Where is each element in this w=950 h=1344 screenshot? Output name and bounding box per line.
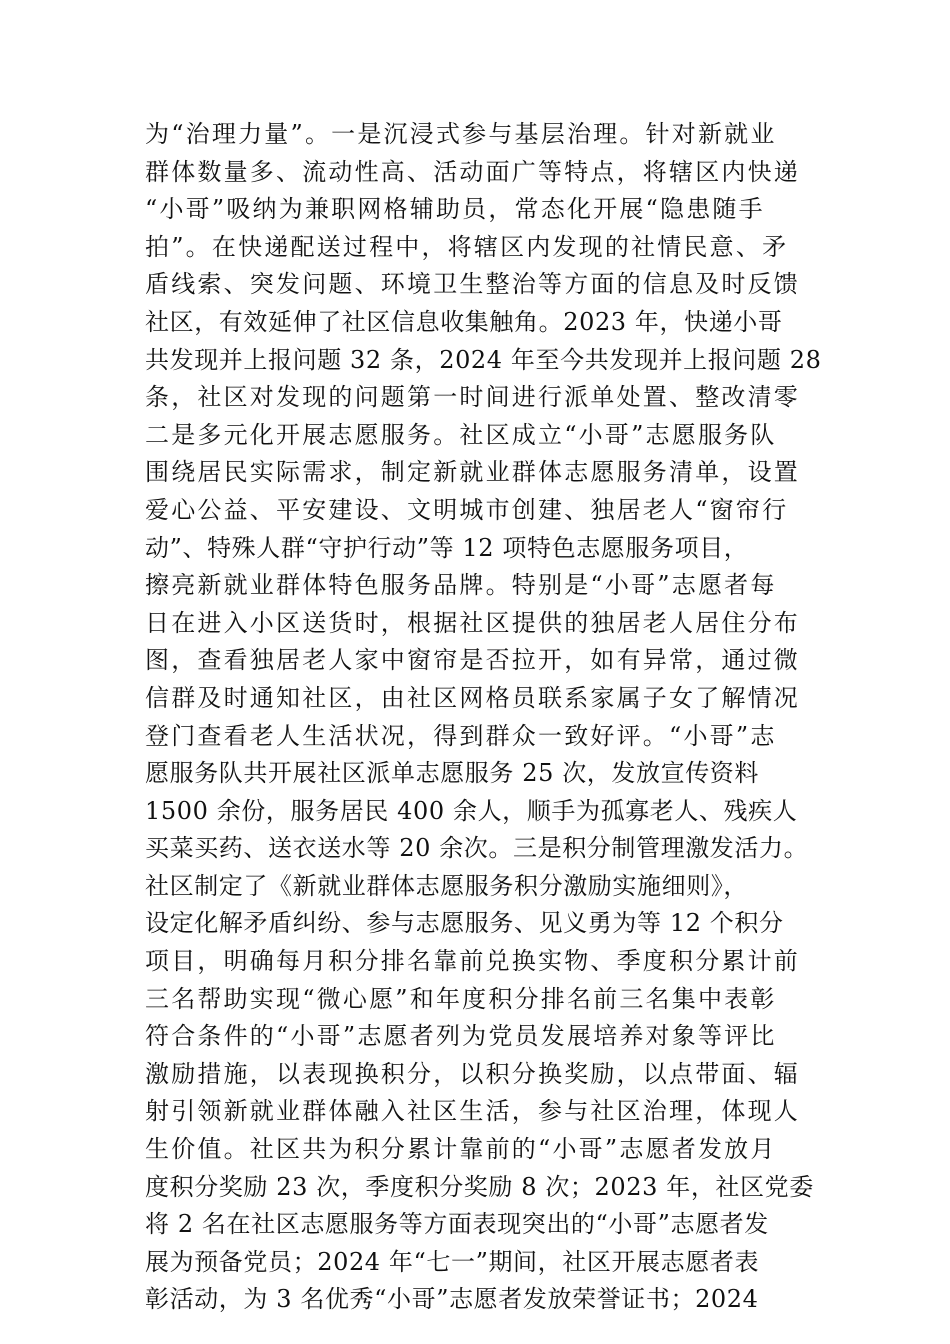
text-line-1: 为“治理力量”。一是沉浸式参与基层治理。针对新就业: [145, 120, 777, 148]
text-line-29: 度积分奖励 23 次，季度积分奖励 8 次；2023 年，社区党委: [145, 1172, 814, 1201]
text-line-30: 将 2 名在社区志愿服务等方面表现突出的“小哥”志愿者发: [145, 1210, 769, 1239]
text-line-17: 登门查看老人生活状况，得到群众一致好评。“小哥”志: [145, 721, 777, 750]
text-line-23: 项目，明确每月积分排名靠前兑换实物、季度积分累计前: [145, 947, 800, 976]
text-line-9: 二是多元化开展志愿服务。社区成立“小哥”志愿服务队: [145, 420, 777, 449]
text-line-11: 爱心公益、平安建设、文明城市创建、独居老人“窗帘行: [145, 495, 789, 524]
text-line-20: 买菜买药、送衣送水等 20 余次。三是积分制管理激发活力。: [145, 834, 809, 863]
text-line-15: 图，查看独居老人家中窗帘是否拉开，如有异常，通过微: [145, 646, 800, 675]
text-line-25: 符合条件的“小哥”志愿者列为党员发展培养对象等评比: [145, 1022, 777, 1051]
text-line-3: “小哥”吸纳为兼职网格辅助员，常态化开展“隐患随手: [145, 195, 765, 224]
text-line-27: 射引领新就业群体融入社区生活，参与社区治理，体现人: [145, 1097, 800, 1126]
text-line-24: 三名帮助实现“微心愿”和年度积分排名前三名集中表彰: [145, 984, 777, 1013]
body-text: [145, 116, 835, 1319]
text-line-5: 盾线索、突发问题、环境卫生整治等方面的信息及时反馈: [145, 270, 800, 299]
text-line-10: 围绕居民实际需求，制定新就业群体志愿服务清单，设置: [145, 458, 800, 487]
text-line-21: 社区制定了《新就业群体志愿服务积分激励实施细则》，: [145, 871, 748, 900]
text-line-8: 条，社区对发现的问题第一时间进行派单处置、整改清零: [145, 383, 800, 412]
text-line-31: 展为预备党员；2024 年“七一”期间，社区开展志愿者表: [145, 1247, 760, 1276]
text-line-6: 社区，有效延伸了社区信息收集触角。2023 年，快递小哥: [145, 307, 783, 336]
text-line-14: 日在进入小区送货时，根据社区提供的独居老人居住分布: [145, 608, 800, 637]
text-line-12: 动”、特殊人群“守护行动”等 12 项特色志愿服务项目，: [145, 533, 749, 562]
text-line-18: 愿服务队共开展社区派单志愿服务 25 次，发放宣传资料: [145, 759, 759, 788]
text-line-7: 共发现并上报问题 32 条，2024 年至今共发现并上报问题 28: [145, 345, 822, 374]
text-line-22: 设定化解矛盾纠纷、参与志愿服务、见义勇为等 12 个积分: [145, 909, 784, 938]
text-line-2: 群体数量多、流动性高、活动面广等特点，将辖区内快递: [145, 157, 800, 186]
text-line-32: 彰活动，为 3 名优秀“小哥”志愿者发放荣誉证书；2024: [145, 1285, 759, 1314]
text-line-4: 拍”。在快递配送过程中，将辖区内发现的社情民意、矛: [145, 232, 789, 261]
text-line-19: 1500 余份，服务居民 400 余人，顺手为孤寡老人、残疾人: [145, 796, 798, 825]
text-line-26: 激励措施，以表现换积分，以积分换奖励，以点带面、辐: [145, 1059, 800, 1088]
text-line-28: 生价值。社区共为积分累计靠前的“小哥”志愿者发放月: [145, 1135, 777, 1164]
text-line-16: 信群及时通知社区，由社区网格员联系家属子女了解情况: [145, 683, 800, 712]
text-line-13: 擦亮新就业群体特色服务品牌。特别是“小哥”志愿者每: [145, 571, 777, 600]
